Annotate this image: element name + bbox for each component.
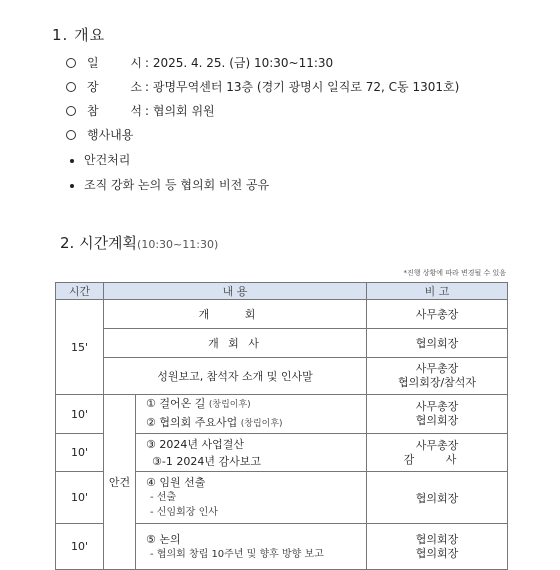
agenda-line: ③ 2024년 사업결산 — [146, 437, 244, 451]
content-cell: 성원보고, 참석자 소개 및 인사말 — [104, 358, 367, 395]
bullet-text: 안건처리 — [84, 153, 131, 167]
date-label: 일 시 — [87, 56, 156, 70]
circle-bullet-icon — [66, 130, 76, 140]
remark-line: 협의회장/참석자 — [397, 376, 477, 389]
agenda-line: ② 협의회 주요사업 — [146, 416, 238, 429]
time-cell: 10' — [56, 395, 104, 434]
agenda-subline: - 협의회 창립 10주년 및 향후 방향 보고 — [150, 548, 324, 560]
remark-cell — [367, 358, 508, 395]
remark-line: 사무총장 — [415, 362, 459, 375]
section-2-title — [60, 232, 218, 253]
change-note: *진행 상황에 따라 변경될 수 있음 — [403, 269, 506, 277]
attend-label: 참 석 — [87, 104, 156, 118]
event-row — [66, 126, 133, 143]
agenda-label: 안건 — [104, 395, 136, 570]
time-cell: 15' — [56, 300, 104, 395]
attend-value: : 협의회 위원 — [145, 104, 215, 118]
remark-line: 협의회장 — [415, 414, 459, 427]
section-2-title-text: 2. 시간계획 — [60, 234, 138, 252]
circle-bullet-icon — [66, 82, 76, 92]
remark-cell — [367, 434, 508, 472]
bullet-item — [70, 176, 269, 193]
agenda-item — [136, 524, 367, 570]
section-1-title: 1. 개요 — [52, 26, 106, 44]
place-row — [66, 78, 459, 95]
date-row — [66, 54, 333, 71]
remark-cell — [367, 395, 508, 434]
time-cell: 10' — [56, 472, 104, 524]
agenda-note: (창립이후) — [208, 400, 251, 410]
header-remark: 비 고 — [367, 283, 508, 300]
agenda-item — [136, 434, 367, 472]
bullet-text: 조직 강화 논의 등 협의회 비전 공유 — [84, 178, 270, 192]
remark-cell: 협의회장 — [367, 329, 508, 358]
header-content: 내 용 — [104, 283, 367, 300]
bullet-item — [70, 151, 130, 168]
agenda-subline: - 신임회장 인사 — [150, 507, 218, 518]
agenda-line: ⑤ 논의 — [146, 532, 181, 546]
remark-cell: 사무총장 — [367, 300, 508, 329]
agenda-note: (창립이후) — [240, 419, 283, 429]
time-cell: 10' — [56, 434, 104, 472]
agenda-line: ① 걸어온 길 — [146, 397, 206, 410]
circle-bullet-icon — [66, 58, 76, 68]
header-time: 시간 — [56, 283, 104, 300]
place-value: : 광명무역센터 13층 (경기 광명시 일직로 72, C동 1301호) — [145, 80, 460, 94]
time-cell: 10' — [56, 524, 104, 570]
bullet-dot-icon — [70, 159, 74, 163]
remark-cell — [367, 524, 508, 570]
circle-bullet-icon — [66, 106, 76, 116]
remark-line: 협의회장 — [415, 546, 459, 560]
remark-line: 감 사 — [403, 452, 471, 466]
agenda-subline: - 선출 — [150, 492, 177, 503]
content-cell: 개 회 사 — [104, 329, 367, 358]
attend-row — [66, 102, 215, 119]
section-2-time-range: (10:30~11:30) — [137, 238, 219, 251]
date-value: : 2025. 4. 25. (금) 10:30~11:30 — [145, 56, 334, 70]
agenda-item — [136, 395, 367, 434]
bullet-dot-icon — [70, 184, 74, 188]
schedule-table — [55, 282, 508, 570]
remark-line: 협의회장 — [415, 532, 459, 546]
event-label: 행사내용 — [87, 128, 134, 142]
agenda-line: ③-1 2024년 감사보고 — [152, 454, 261, 468]
content-cell: 개 회 — [104, 300, 367, 329]
agenda-line: ④ 임원 선출 — [146, 476, 206, 489]
agenda-item — [136, 472, 367, 524]
remark-cell: 협의회장 — [367, 472, 508, 524]
remark-line: 사무총장 — [415, 400, 459, 413]
remark-line: 사무총장 — [415, 438, 459, 452]
place-label: 장 소 — [87, 80, 156, 94]
